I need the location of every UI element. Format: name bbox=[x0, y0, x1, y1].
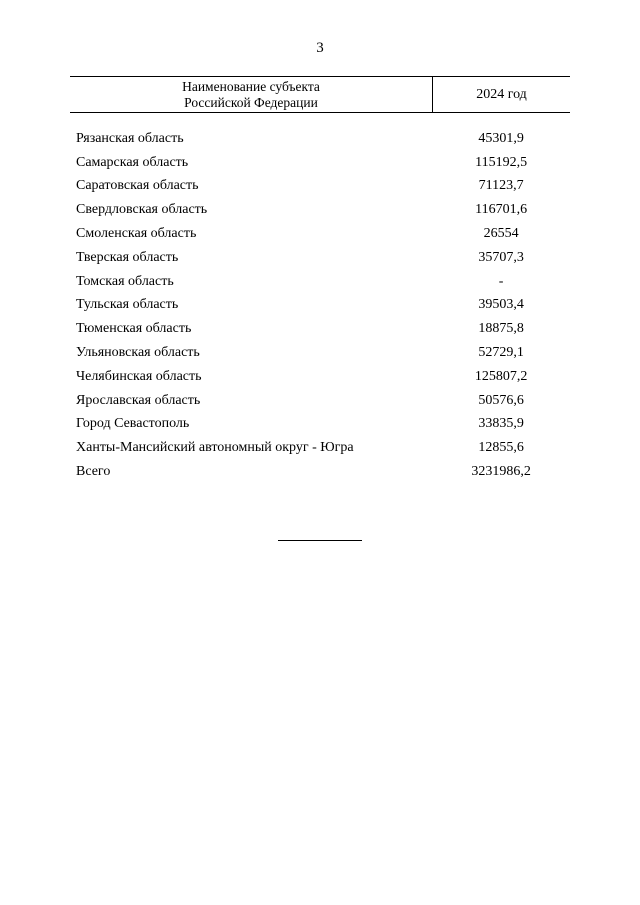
region-name: Ханты-Мансийский автономный округ - Югра bbox=[76, 440, 354, 456]
region-name: Рязанская область bbox=[76, 130, 184, 146]
table-row bbox=[76, 294, 570, 318]
region-name: Тюменская область bbox=[76, 321, 192, 337]
region-value: 35707,3 bbox=[478, 249, 524, 265]
table-row bbox=[76, 389, 570, 413]
region-name: Тверская область bbox=[76, 249, 179, 265]
region-value: 50576,6 bbox=[478, 392, 524, 408]
header-region-name bbox=[70, 77, 433, 112]
region-value: 18875,8 bbox=[478, 321, 524, 337]
region-name: Ульяновская область bbox=[76, 345, 200, 361]
region-name: Томская область bbox=[76, 273, 174, 289]
total-label: Всего bbox=[76, 464, 111, 480]
region-name: Ярославская область bbox=[76, 392, 201, 408]
region-value: 125807,2 bbox=[474, 368, 528, 384]
region-name: Тульская область bbox=[76, 297, 179, 313]
region-name: Челябинская область bbox=[76, 368, 202, 384]
table-header bbox=[70, 76, 570, 113]
table-row bbox=[76, 198, 570, 222]
region-value: 33835,9 bbox=[478, 416, 524, 432]
header-year: 2024 год bbox=[476, 87, 527, 102]
region-name: Самарская область bbox=[76, 154, 189, 170]
region-name: Смоленская область bbox=[76, 226, 197, 242]
end-of-document-rule bbox=[278, 540, 362, 541]
region-value: 52729,1 bbox=[478, 345, 524, 361]
region-value: 26554 bbox=[483, 226, 519, 242]
region-name: Город Севастополь bbox=[76, 416, 190, 432]
table-row bbox=[76, 175, 570, 199]
table-row bbox=[76, 365, 570, 389]
header-region-name-line1: Наименование субъекта bbox=[182, 79, 320, 94]
region-name: Саратовская область bbox=[76, 178, 199, 194]
table-row-total bbox=[76, 460, 570, 484]
table-row bbox=[76, 222, 570, 246]
table-row bbox=[76, 413, 570, 437]
region-value: 71123,7 bbox=[478, 178, 524, 194]
page-number: 3 bbox=[316, 40, 324, 56]
table-row bbox=[76, 317, 570, 341]
table-body bbox=[76, 127, 570, 484]
region-name: Свердловская область bbox=[76, 202, 208, 218]
header-region-name-line2: Российской Федерации bbox=[184, 95, 318, 110]
table-row bbox=[76, 270, 570, 294]
region-value: - bbox=[498, 273, 504, 289]
total-value: 3231986,2 bbox=[471, 464, 531, 480]
region-value: 45301,9 bbox=[478, 130, 524, 146]
region-value: 115192,5 bbox=[475, 154, 528, 170]
region-value: 116701,6 bbox=[475, 202, 528, 218]
table-row bbox=[76, 436, 570, 460]
table-row bbox=[76, 341, 570, 365]
table-row bbox=[76, 246, 570, 270]
table-row bbox=[76, 127, 570, 151]
table-row bbox=[76, 151, 570, 175]
region-value: 39503,4 bbox=[478, 297, 524, 313]
region-value: 12855,6 bbox=[478, 440, 524, 456]
